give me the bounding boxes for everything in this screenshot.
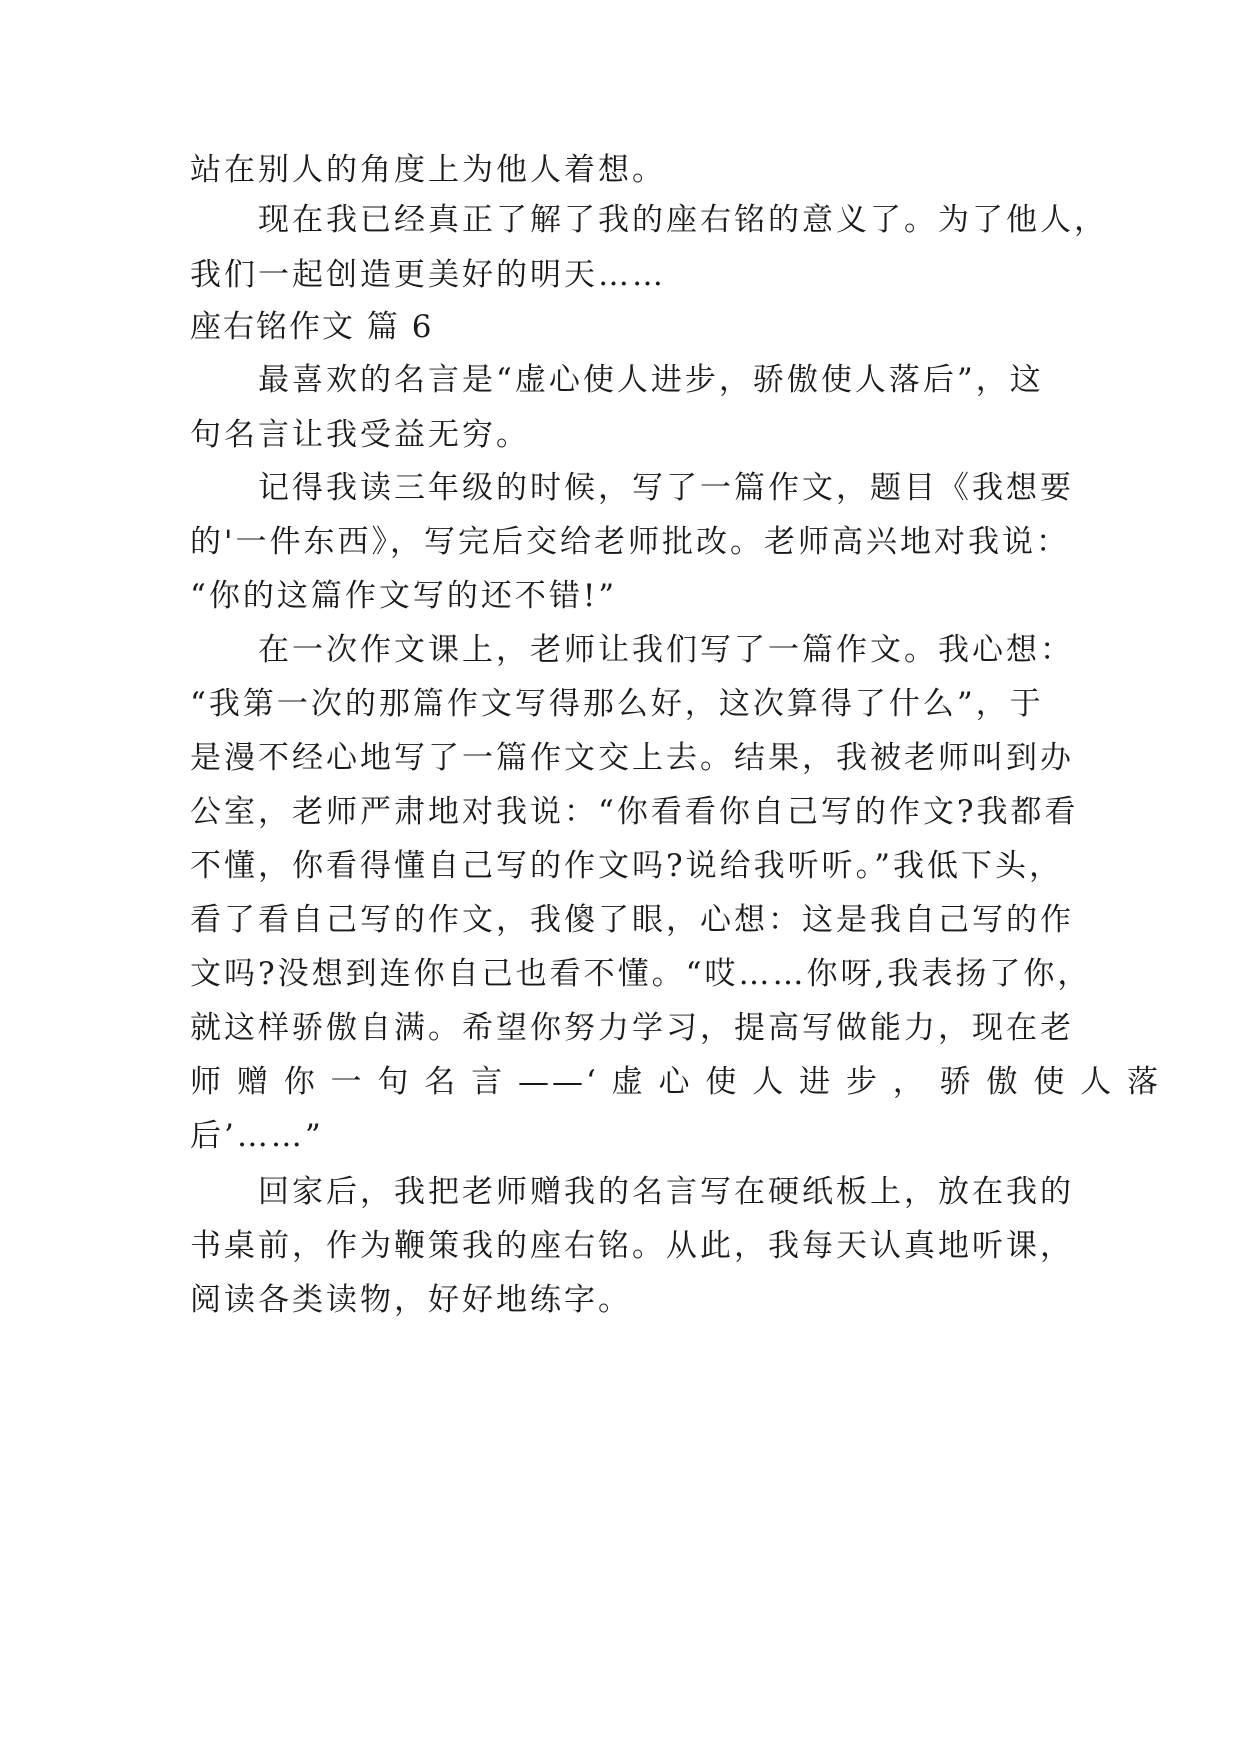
text-line: 记得我读三年级的时候，写了一篇作文，题目《我想要 [258,470,1074,506]
text-line: 最喜欢的名言是“虚心使人进步，骄傲使人落后”，这 [258,362,1044,398]
text-line: 句名言让我受益无穷。 [190,417,530,453]
text-line: 是漫不经心地写了一篇作文交上去。结果，我被老师叫到办 [190,740,1074,776]
text-line: 后’……” [190,1118,324,1154]
text-line: “你的这篇作文写的还不错!” [190,578,618,614]
text-line: 阅读各类读物，好好地练字。 [190,1282,632,1318]
section-heading: 座右铭作文 篇 6 [190,309,434,345]
text-line: 师 赠 你 一 句 名 言 ——‘ 虚 心 使 人 进 步 ， 骄 傲 使 人 落 [190,1064,1162,1100]
text-line: 文吗?没想到连你自己也看不懂。“哎……你呀,我表扬了你， [190,956,1092,992]
text-line: 的'一件东西》，写完后交给老师批改。老师高兴地对我说： [190,524,1071,560]
text-line: 回家后，我把老师赠我的名言写在硬纸板上，放在我的 [258,1174,1074,1210]
text-line: 现在我已经真正了解了我的座右铭的意义了。为了他人， [258,202,1108,238]
text-line: 书桌前，作为鞭策我的座右铭。从此，我每天认真地听课， [190,1228,1074,1264]
text-line: 我们一起创造更美好的明天…… [190,257,666,293]
text-line: 公室，老师严肃地对我说：“你看看你自己写的作文?我都看 [190,794,1079,830]
text-line: 看了看自己写的作文，我傻了眼，心想：这是我自己写的作 [190,902,1074,938]
text-line: 不懂，你看得懂自己写的作文吗?说给我听听。”我低下头， [190,848,1063,884]
text-line: “我第一次的那篇作文写得那么好，这次算得了什么”，于 [190,686,1044,722]
text-line: 就这样骄傲自满。希望你努力学习，提高写做能力，现在老 [190,1010,1074,1046]
text-line: 在一次作文课上，老师让我们写了一篇作文。我心想： [258,632,1074,668]
text-line: 站在别人的角度上为他人着想。 [190,152,666,188]
